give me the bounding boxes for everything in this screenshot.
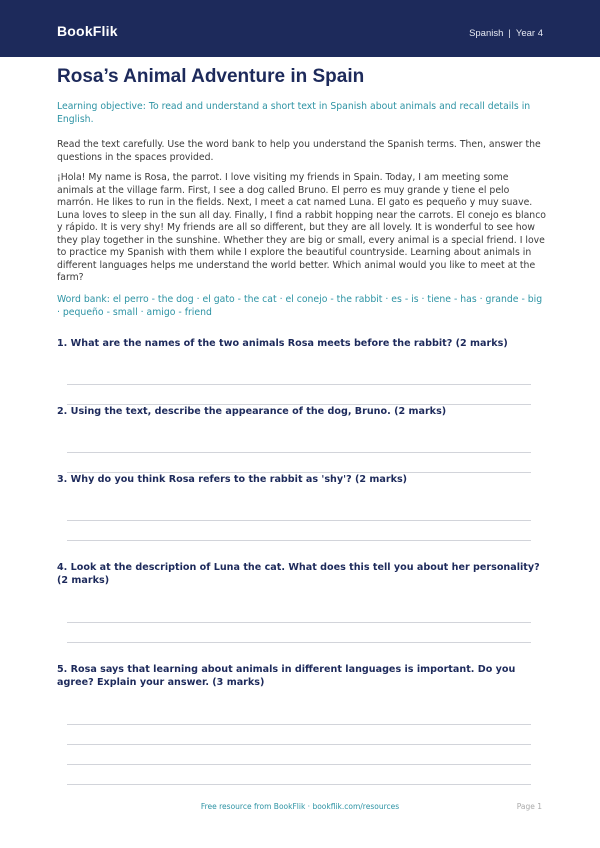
- answer-line[interactable]: [67, 622, 531, 623]
- answer-line[interactable]: [67, 744, 531, 745]
- answer-line[interactable]: [67, 642, 531, 643]
- question-3: 3. Why do you think Rosa refers to the rabbit as 'shy'? (2 marks): [57, 474, 408, 485]
- answer-line[interactable]: [67, 540, 531, 541]
- page-number: Page 1: [516, 802, 542, 811]
- meta-separator: |: [508, 28, 511, 39]
- answer-line[interactable]: [67, 724, 531, 725]
- year-label: Year 4: [515, 28, 543, 39]
- footer-credit[interactable]: Free resource from BookFlik · bookflik.com/resources: [200, 802, 400, 811]
- answer-line[interactable]: [67, 520, 531, 521]
- reading-passage: ¡Hola! My name is Rosa, the parrot. I love visiting my friends in Spain. Today, I am meeting some animals at the village farm. First, I see a dog called Bruno. El perro es muy grande y tiene el pelo marrón. He likes to run in the fields. Next, I meet a cat named Luna. El gato es pequeño y muy suave. Luna loves to sleep in the sun all day. Finally, I find a rabbit hopping near the carrots. El conejo es blanco y rápido. It is very shy! My friends are all so different, but they are all lovely. It is wonderful to see how they play together in the sunshine. Whether they are big or small, every animal is a special friend. I love to practice my Spanish with them while I explore the beautiful countryside. Learning about animals in different languages helps me understand the world better. Which animal would you like to meet at the farm?: [57, 172, 546, 283]
- answer-line[interactable]: [67, 452, 531, 453]
- word-bank: Word bank: el perro - the dog · el gato - the cat · el conejo - the rabbit · es - is · tiene - has · grande - big · pequeño - small · amigo - friend: [57, 294, 543, 318]
- question-1: 1. What are the names of the two animals Rosa meets before the rabbit? (2 marks): [57, 338, 508, 349]
- answer-line[interactable]: [67, 764, 531, 765]
- brand-logo[interactable]: BookFlik: [57, 23, 118, 39]
- question-4: 4. Look at the description of Luna the cat. What does this tell you about her personality? (2 marks): [57, 562, 540, 586]
- instructions: Read the text carefully. Use the word bank to help you understand the Spanish terms. Then, answer the questions in the spaces provided.: [57, 139, 541, 163]
- question-5: 5. Rosa says that learning about animals in different languages is important. Do you agree? Explain your answer. (3 marks): [57, 664, 516, 688]
- subject-meta: [469, 28, 543, 39]
- answer-line[interactable]: [67, 784, 531, 785]
- question-2: 2. Using the text, describe the appearance of the dog, Bruno. (2 marks): [57, 406, 447, 417]
- subject-label: Spanish: [469, 28, 504, 39]
- header-bar: [0, 0, 600, 57]
- answer-line[interactable]: [67, 384, 531, 385]
- learning-objective: Learning objective: To read and understand a short text in Spanish about animals and recall details in English.: [57, 101, 531, 125]
- page-title: Rosa’s Animal Adventure in Spain: [57, 66, 365, 87]
